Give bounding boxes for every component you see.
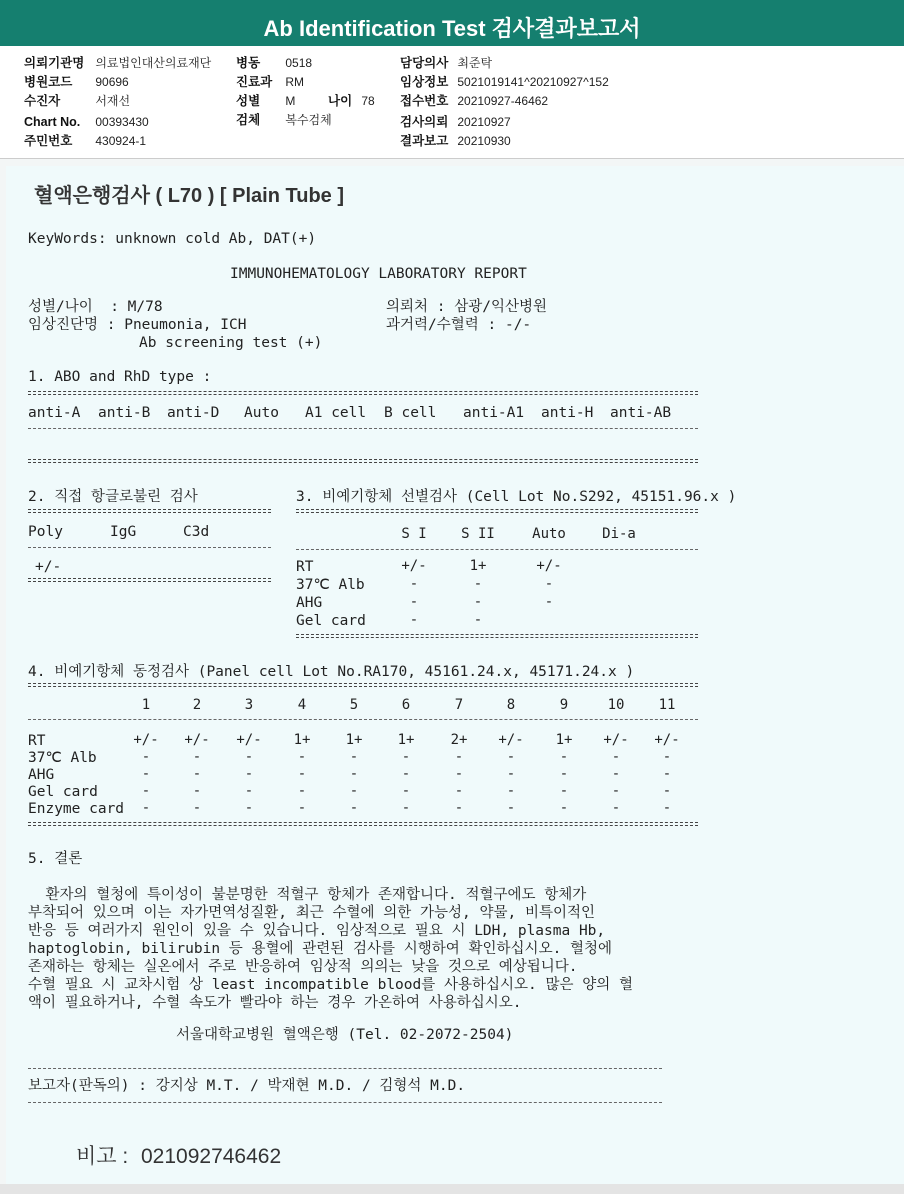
divider xyxy=(28,1102,662,1103)
hospital-contact: 서울대학교병원 혈액은행 (Tel. 02-2072-2504) xyxy=(176,1027,514,1043)
section-5-title: 5. 결론 xyxy=(28,851,83,867)
screening-row-label: AHG xyxy=(296,595,323,611)
panel-cell: - xyxy=(192,783,202,799)
panel-header-cell: 5 xyxy=(349,697,359,713)
panel-row-label: RT xyxy=(28,733,46,749)
section-2-title: 2. 직접 항글로불린 검사 xyxy=(28,489,198,505)
screening-cell: - xyxy=(544,594,554,610)
divider xyxy=(296,549,698,550)
panel-cell: - xyxy=(349,783,359,799)
conclusion-line: 수혈 필요 시 교차시험 상 least incompatible blood를 사용하십시오. 많은 양의 혈 xyxy=(28,977,633,993)
abo-header-anti-ab: anti-AB xyxy=(610,405,672,421)
panel-header-cell: 11 xyxy=(658,697,676,713)
dat-header-poly: Poly xyxy=(28,524,63,540)
conclusion-line: 액이 필요하거나, 수혈 속도가 빨라야 하는 경우 가온하여 사용하십시오. xyxy=(28,995,522,1011)
report-image xyxy=(6,166,904,1184)
header-field: 병원코드 90696 xyxy=(24,75,129,89)
divider xyxy=(28,391,698,395)
panel-cell: 1+ xyxy=(293,732,311,748)
history: 과거력/수혈력 : -/- xyxy=(386,317,532,333)
divider xyxy=(28,547,271,548)
requester: 의뢰처 : 삼광/익산병원 xyxy=(386,299,547,315)
panel-header-cell: 10 xyxy=(607,697,625,713)
header-field: 의뢰기관명 의료법인대산의료재단 xyxy=(24,56,212,70)
panel-cell: - xyxy=(349,749,359,765)
panel-cell: - xyxy=(454,766,464,782)
screening-cell: +/- xyxy=(536,558,562,574)
panel-cell: - xyxy=(611,783,621,799)
panel-cell: - xyxy=(506,800,516,816)
header-field: 성별 M xyxy=(236,94,296,108)
report-heading: 혈액은행검사 ( L70 ) [ Plain Tube ] xyxy=(34,185,345,207)
screening-cell: - xyxy=(409,612,419,628)
dat-poly-value: +/- xyxy=(35,559,62,575)
lab-title: IMMUNOHEMATOLOGY LABORATORY REPORT xyxy=(230,266,527,282)
header-field: 접수번호 20210927-46462 xyxy=(400,94,549,108)
screening-cell: 1+ xyxy=(469,558,487,574)
section-4-title: 4. 비예기항체 동정검사 (Panel cell Lot No.RA170, 45161.24.x, 45171.24.x ) xyxy=(28,664,635,680)
panel-cell: - xyxy=(662,749,672,765)
panel-cell: - xyxy=(611,800,621,816)
abo-header-anti-b: anti-B xyxy=(98,405,151,421)
panel-cell: - xyxy=(349,800,359,816)
header-field: 주민번호 430924-1 xyxy=(24,134,147,148)
panel-cell: - xyxy=(401,749,411,765)
abo-header-anti-h: anti-H xyxy=(541,405,594,421)
screening-row-label: Gel card xyxy=(296,613,366,629)
abo-header-anti-a1: anti-A1 xyxy=(463,405,525,421)
abo-header-a1-cell: A1 cell xyxy=(305,405,367,421)
reporter: 보고자(판독의) : 강지상 M.T. / 박재현 M.D. / 김형석 M.D. xyxy=(28,1078,466,1094)
panel-cell: - xyxy=(454,749,464,765)
panel-cell: - xyxy=(297,783,307,799)
screen-header: S I xyxy=(401,526,427,542)
panel-cell: - xyxy=(141,766,151,782)
divider xyxy=(28,683,698,687)
panel-header-cell: 8 xyxy=(506,697,516,713)
conclusion-line: 부착되어 있으며 이는 자가면역성질환, 최근 수혈에 의한 가능성, 약물, 비특이적인 xyxy=(28,905,595,921)
screen-header: Di-a xyxy=(602,526,636,542)
conclusion-line: 반응 등 여러가지 원인이 있을 수 있습니다. 임상적으로 필요 시 LDH, plasma Hb, xyxy=(28,923,606,939)
panel-cell: - xyxy=(454,783,464,799)
screening-cell: - xyxy=(473,594,483,610)
panel-cell: - xyxy=(192,749,202,765)
header-field: 담당의사 최준탁 xyxy=(400,56,493,70)
panel-cell: - xyxy=(349,766,359,782)
panel-cell: - xyxy=(297,766,307,782)
screen-header: Auto xyxy=(532,526,566,542)
bottom-strip xyxy=(0,1184,904,1194)
screening-cell: - xyxy=(473,612,483,628)
header-field: 검사의뢰 20210927 xyxy=(400,115,511,129)
panel-cell: 1+ xyxy=(397,732,415,748)
panel-cell: - xyxy=(559,800,569,816)
panel-cell: - xyxy=(662,766,672,782)
screening-cell: - xyxy=(544,576,554,592)
panel-cell: - xyxy=(611,766,621,782)
header-field: 검체 복수검체 xyxy=(236,113,332,127)
header-field: 수진자 서재선 xyxy=(24,94,131,108)
panel-cell: - xyxy=(141,783,151,799)
header-field: 진료과 RM xyxy=(236,75,305,89)
divider xyxy=(28,459,698,463)
panel-cell: - xyxy=(559,783,569,799)
keywords: KeyWords: unknown cold Ab, DAT(+) xyxy=(28,231,317,247)
panel-cell: - xyxy=(192,800,202,816)
panel-header-cell: 7 xyxy=(454,697,464,713)
panel-row-label: Gel card xyxy=(28,784,98,800)
header-field: 병동 0518 xyxy=(236,56,313,70)
panel-cell: +/- xyxy=(603,732,629,748)
section-1-title: 1. ABO and RhD type : xyxy=(28,369,212,385)
panel-header-cell: 1 xyxy=(141,697,151,713)
panel-cell: 1+ xyxy=(555,732,573,748)
panel-cell: - xyxy=(662,783,672,799)
panel-cell: - xyxy=(506,749,516,765)
panel-header-cell: 2 xyxy=(192,697,202,713)
panel-cell: - xyxy=(297,749,307,765)
divider xyxy=(296,509,698,513)
panel-cell: +/- xyxy=(498,732,524,748)
divider xyxy=(28,578,271,582)
panel-cell: - xyxy=(244,783,254,799)
header-field: Chart No. 00393430 xyxy=(24,115,149,129)
panel-cell: +/- xyxy=(133,732,159,748)
panel-cell: 1+ xyxy=(345,732,363,748)
conclusion-line: 환자의 혈청에 특이성이 불분명한 적혈구 항체가 존재합니다. 적혈구에도 항체가 xyxy=(28,887,587,903)
screening-cell: +/- xyxy=(401,558,427,574)
divider xyxy=(28,428,698,429)
screening-cell: - xyxy=(409,576,419,592)
panel-header-cell: 6 xyxy=(401,697,411,713)
screen-header: S II xyxy=(461,526,495,542)
panel-header-cell: 4 xyxy=(297,697,307,713)
panel-cell: - xyxy=(401,800,411,816)
abo-header-anti-a: anti-A xyxy=(28,405,81,421)
abo-header-auto: Auto xyxy=(244,405,279,421)
panel-cell: - xyxy=(192,766,202,782)
conclusion-line: haptoglobin, bilirubin 등 용혈에 관련된 검사를 시행하여 확인하십시오. 혈청에 xyxy=(28,941,613,957)
note-label: 비고 : xyxy=(76,1145,129,1168)
panel-cell: - xyxy=(244,749,254,765)
header-age: 나이 78 xyxy=(328,94,375,108)
header-field: 결과보고 20210930 xyxy=(400,134,511,148)
panel-cell: +/- xyxy=(654,732,680,748)
panel-cell: - xyxy=(506,783,516,799)
diagnosis: 임상진단명 : Pneumonia, ICH xyxy=(28,317,247,333)
panel-cell: - xyxy=(401,766,411,782)
divider xyxy=(28,822,698,826)
screening-row-label: 37℃ Alb xyxy=(296,577,365,593)
panel-row-label: Enzyme card xyxy=(28,801,125,817)
panel-cell: - xyxy=(662,800,672,816)
screening-row-label: RT xyxy=(296,559,314,575)
panel-cell: - xyxy=(506,766,516,782)
note-value: 021092746462 xyxy=(141,1145,282,1168)
divider xyxy=(28,719,698,720)
panel-header-cell: 3 xyxy=(244,697,254,713)
panel-cell: - xyxy=(559,766,569,782)
sex-age: 성별/나이 : M/78 xyxy=(28,299,163,315)
screening-cell: - xyxy=(473,576,483,592)
panel-cell: - xyxy=(141,800,151,816)
diagnosis-line2: Ab screening test (+) xyxy=(139,335,323,351)
panel-header-cell: 9 xyxy=(559,697,569,713)
report-title: Ab Identification Test 검사결과보고서 xyxy=(0,0,904,46)
conclusion-line: 존재하는 항체는 실온에서 주로 반응하여 임상적 의의는 낮을 것으로 예상됩니다. xyxy=(28,959,578,975)
divider xyxy=(296,634,698,638)
dat-header-igg: IgG xyxy=(110,524,137,540)
panel-row-label: AHG xyxy=(28,767,55,783)
screening-cell: - xyxy=(409,594,419,610)
patient-info-header xyxy=(0,46,904,159)
panel-cell: - xyxy=(611,749,621,765)
abo-header-anti-d: anti-D xyxy=(167,405,220,421)
panel-cell: - xyxy=(141,749,151,765)
report-sheet xyxy=(6,166,904,1184)
header-field: 임상정보 5021019141^20210927^152 xyxy=(400,75,609,89)
divider xyxy=(28,1068,662,1069)
abo-header-b-cell: B cell xyxy=(384,405,437,421)
panel-cell: - xyxy=(559,749,569,765)
dat-header-c3d: C3d xyxy=(183,524,210,540)
panel-cell: - xyxy=(244,800,254,816)
panel-cell: 2+ xyxy=(450,732,468,748)
panel-cell: +/- xyxy=(184,732,210,748)
panel-cell: - xyxy=(244,766,254,782)
panel-cell: - xyxy=(297,800,307,816)
panel-cell: - xyxy=(454,800,464,816)
section-3-title: 3. 비예기항체 선별검사 (Cell Lot No.S292, 45151.96.x ) xyxy=(296,489,737,505)
panel-row-label: 37℃ Alb xyxy=(28,750,97,766)
divider xyxy=(28,509,271,513)
panel-cell: - xyxy=(401,783,411,799)
panel-cell: +/- xyxy=(236,732,262,748)
